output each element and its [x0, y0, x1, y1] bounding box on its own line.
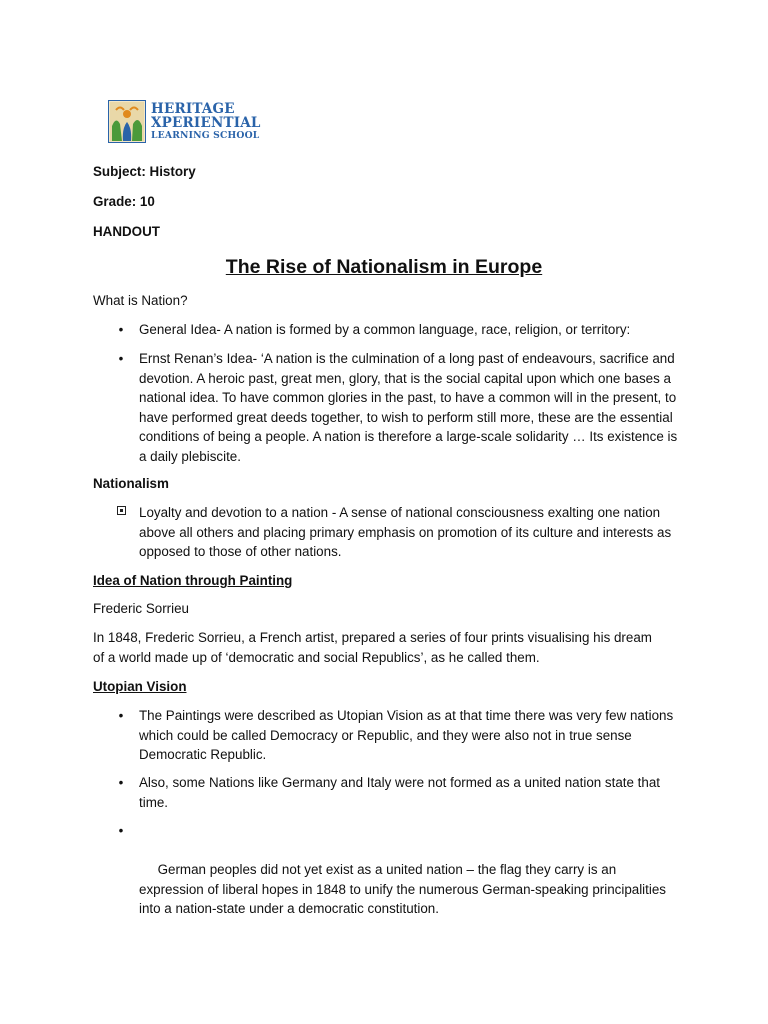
- section-heading-nation: What is Nation?: [93, 293, 188, 308]
- list-item-text: Loyalty and devotion to a nation - A sense of national consciousness exalting one nation above all others and placing primary emphasis on promotion of its culture and interests as opposed to those of other nations.: [139, 505, 672, 559]
- list-item-text: General Idea- A nation is formed by a common language, race, religion, or territory:: [139, 322, 631, 337]
- section-heading-utopian: Utopian Vision: [93, 679, 187, 694]
- school-name: [151, 102, 261, 141]
- school-logo-icon: [108, 100, 146, 143]
- list-item-text: German peoples did not yet exist as a united nation – the flag they carry is an expression of liberal hopes in 1848 to unify the numerous German-speaking principalities into a nation-state under a democratic constitution.: [139, 862, 670, 916]
- school-name-line3: LEARNING SCHOOL: [151, 129, 260, 141]
- painting-paragraph: In 1848, Frederic Sorrieu, a French artist, prepared a series of four prints visualising his dream of a world made up of ‘democratic and social Republics’, as he called them.: [93, 630, 652, 665]
- list-item: [118, 349, 679, 466]
- list-item-text: Also, some Nations like Germany and Italy were not formed as a united nation state that time.: [139, 775, 661, 810]
- artist-name: Frederic Sorrieu: [93, 601, 189, 616]
- school-logo: [108, 99, 280, 143]
- list-item-text: Ernst Renan’s Idea- ‘A nation is the culmination of a long past of endeavours, sacrifice and devotion. A heroic past, great men, glory, that is the social capital upon which one bases a national idea. To have common glories in the past, to have a common will in the present, to have performed great deeds together, to wish to perform still more, these are the essential conditions of being a people. A nation is therefore a large-scale solidarity … Its existence is a daily plebiscite.: [139, 351, 678, 464]
- list-item: [118, 706, 679, 765]
- bullet-icon: •: [118, 351, 124, 366]
- bullet-icon: •: [118, 775, 124, 790]
- list-item: [118, 821, 679, 938]
- school-name-line2: XPERIENTIAL: [151, 114, 261, 131]
- handout-label: HANDOUT: [93, 224, 160, 239]
- list-item: [118, 320, 679, 340]
- bullet-icon: •: [118, 322, 124, 337]
- bullet-icon: •: [118, 823, 124, 838]
- subject-label: Subject: History: [93, 164, 196, 179]
- list-item-text: The Paintings were described as Utopian Vision as at that time there was very few nations which could be called Democracy or Republic, and they were also not in true sense Democratic Republic.: [139, 708, 674, 762]
- grade-label: Grade: 10: [93, 194, 155, 209]
- section-heading-nationalism: Nationalism: [93, 476, 169, 491]
- checkbox-bullet-icon: [117, 506, 126, 515]
- section-heading-painting: Idea of Nation through Painting: [93, 573, 293, 588]
- school-name-line1: HERITAGE: [151, 100, 235, 117]
- list-item: [139, 503, 679, 562]
- page-title: The Rise of Nationalism in Europe: [225, 256, 543, 278]
- bullet-icon: •: [118, 708, 124, 723]
- list-item: [118, 773, 679, 812]
